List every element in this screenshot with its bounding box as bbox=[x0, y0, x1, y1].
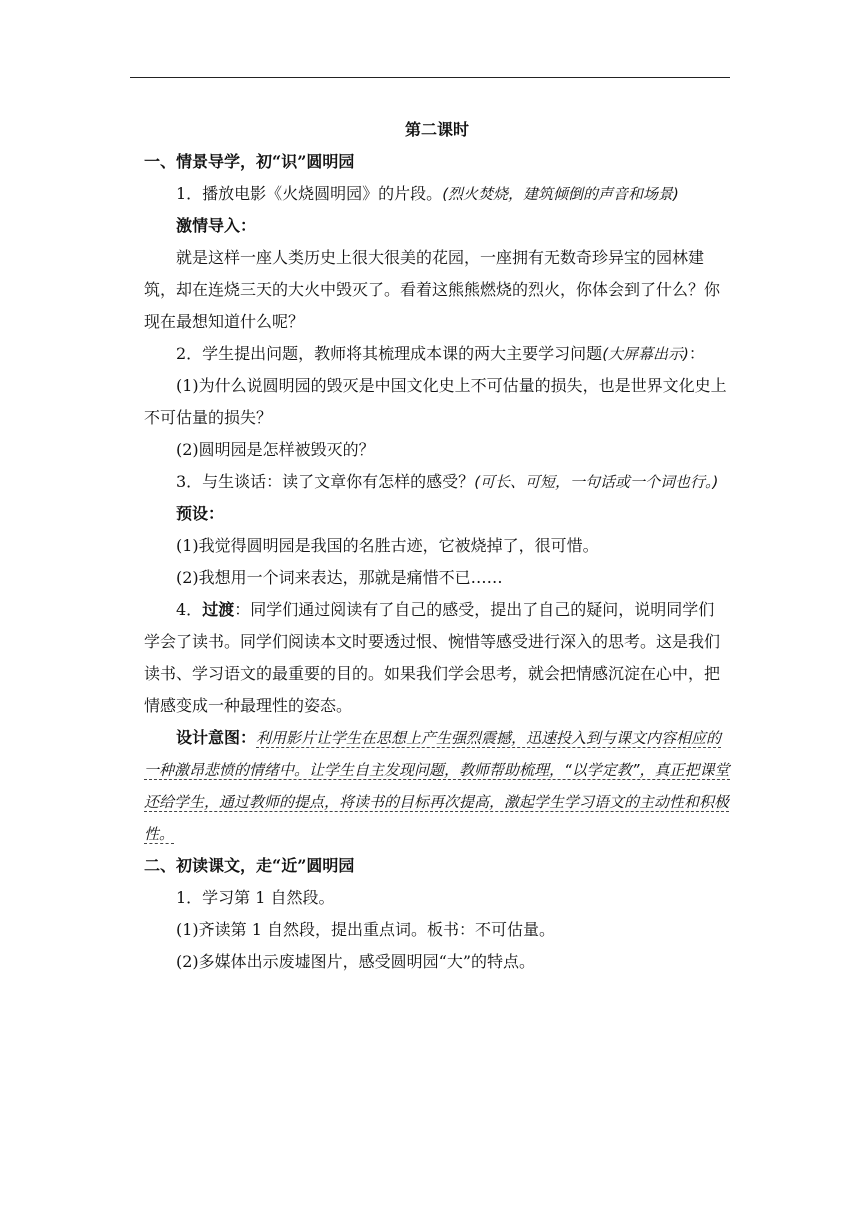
question-1: (1)为什么说圆明园的毁灭是中国文化史上不可估量的损失，也是世界文化史上不可估量的损失？ bbox=[144, 376, 727, 427]
paragraph-item-3 bbox=[144, 466, 730, 498]
item-3-note: (可长、可短，一句话或一个词也行。) bbox=[474, 473, 719, 491]
paragraph-item-2 bbox=[144, 338, 730, 370]
intro-text: 就是这样一座人类历史上很大很美的花园，一座拥有无数奇珍异宝的园林建筑，却在连烧三天的大火中毁灭了。看着这熊熊燃烧的烈火，你体会到了什么？你现在最想知道什么呢？ bbox=[144, 248, 721, 331]
section-heading-1: 一、情景导学，初“识”圆明园 bbox=[144, 152, 355, 171]
page-title: 第二课时 bbox=[404, 120, 469, 139]
design-intent bbox=[144, 722, 730, 850]
document-body bbox=[144, 114, 730, 978]
transition-label: 过渡 bbox=[202, 600, 235, 619]
preset-1: (1)我觉得圆明园是我国的名胜古迹，它被烧掉了，很可惜。 bbox=[176, 536, 599, 555]
item-1-note: (烈火焚烧，建筑倾倒的声音和场景) bbox=[442, 185, 679, 203]
design-intent-label: 设计意图 bbox=[176, 728, 241, 747]
preset-2: (2)我想用一个词来表达，那就是痛惜不已…… bbox=[176, 568, 503, 587]
preset-label: 预设： bbox=[176, 504, 225, 523]
paragraph-item-1 bbox=[144, 178, 730, 210]
section-heading-2: 二、初读课文，走“近”圆明园 bbox=[144, 856, 355, 875]
item-3-text: 3．与生谈话：读了文章你有怎样的感受？ bbox=[176, 472, 475, 491]
section-2-sub-1: (1)齐读第 1 自然段，提出重点词。板书：不可估量。 bbox=[176, 920, 556, 939]
item-2-colon: ： bbox=[688, 344, 705, 363]
paragraph-item-4 bbox=[144, 594, 730, 722]
question-2: (2)圆明园是怎样被毁灭的？ bbox=[176, 440, 375, 459]
section-2-sub-2: (2)多媒体出示废墟图片，感受圆明园“大”的特点。 bbox=[176, 952, 536, 971]
item-1-text: 1．播放电影《火烧圆明园》的片段。 bbox=[176, 184, 443, 203]
section-2-item-1: 1．学习第 1 自然段。 bbox=[176, 888, 335, 907]
transition-text: ：同学们通过阅读有了自己的感受，提出了自己的疑问，说明同学们学会了读书。同学们阅读本文时要透过恨、惋惜等感受进行深入的思考。这是我们读书、学习语文的最重要的目的。如果我们学会思考，就会把情感沉淀在心中，把情感变成一种最理性的姿态。 bbox=[144, 600, 721, 715]
design-intent-colon: ： bbox=[240, 728, 257, 747]
design-intent-text: 利用影片让学生在思想上产生强烈震撼，迅速投入到与课文内容相应的一种激昂悲愤的情绪中。让学生自主发现问题，教师帮助梳理，“以学定教”，真正把课堂还给学生，通过教师的提点，将读书的目标再次提高，激起学生学习语文的主动性和积极性。 bbox=[144, 729, 730, 843]
header-rule bbox=[130, 77, 730, 78]
item-2-note: (大屏幕出示) bbox=[602, 345, 689, 363]
item-2-text: 2．学生提出问题，教师将其梳理成本课的两大主要学习问题 bbox=[176, 344, 603, 363]
item-4-number: 4． bbox=[176, 600, 203, 619]
intro-label: 激情导入： bbox=[176, 216, 257, 235]
